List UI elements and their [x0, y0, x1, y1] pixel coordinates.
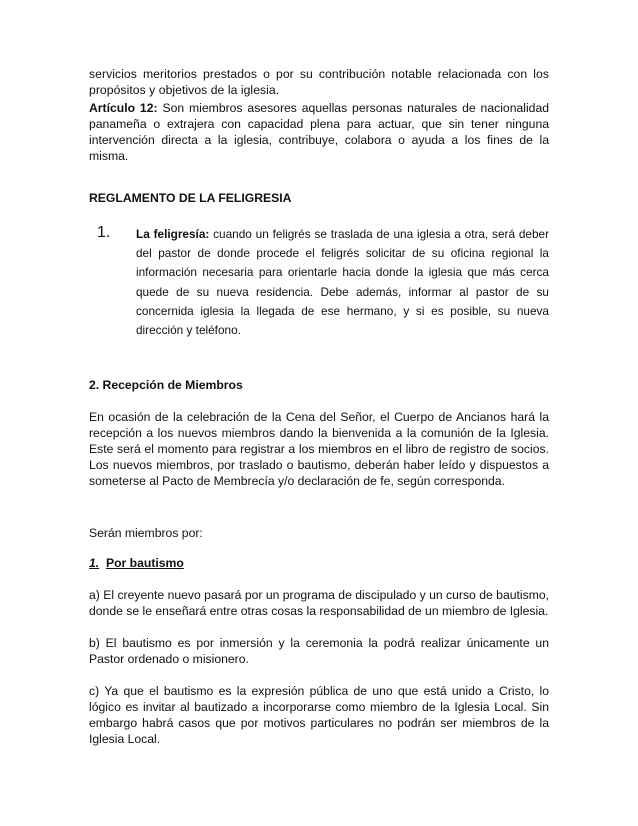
paragraph-recepcion: [89, 409, 549, 489]
feligresia-list: [89, 225, 549, 340]
articulo-12-label: Artículo 12:: [89, 101, 158, 115]
recepcion-text: En ocasión de la celebración de la Cena del Señor, el Cuerpo de Ancianos hará la recepción a los nuevos miembros dando la bienvenida a la comunión de la Iglesia. Este será el momento para registrar a los miembros en el libro de registro de socios. Los nuevos miembros, por traslado o bautismo, deberán haber leído y dispuestos a someterse al Pacto de Membrecía y/o declaración de fe, según corresponda.: [89, 410, 549, 489]
list-item-feligresia: [89, 225, 549, 340]
reglamento-heading-text: REGLAMENTO DE LA FELIGRESIA: [89, 191, 292, 205]
bautismo-number: 1.: [89, 556, 100, 571]
articulo-12-text: Son miembros asesores aquellas personas naturales de nacionalidad panameña o extrajera con capacidad plena para actuar, que sin tener ninguna intervención directa a la iglesia, contribuye, colabora o ayuda a los fines de la misma.: [89, 101, 549, 163]
bautismo-label: Por bautismo: [105, 556, 184, 571]
feligresia-text: cuando un feligrés se traslada de una iglesia a otra, será deber del pastor de donde procede el feligrés solicitar de su oficina regional la información necesaria para orientarle hacia donde la iglesia que más cerca quede de su nueva residencia. Debe además, informar al pastor de su concernida iglesia la llegada de ese hermano, y si es posible, su nueva dirección y teléfono.: [136, 227, 549, 338]
recepcion-heading: [89, 377, 549, 393]
paragraph-servicios: [89, 66, 549, 98]
paragraph-a: [89, 587, 549, 619]
feligresia-label: La feligresía:: [136, 227, 210, 241]
a-text: a) El creyente nuevo pasará por un programa de discipulado y un curso de bautismo, donde se le enseñará entre otras cosas la responsabilidad de un miembro de Iglesia.: [89, 588, 550, 619]
b-text: b) El bautismo es por inmersión y la ceremonia la podrá realizar únicamente un Pastor ordenado o misionero.: [89, 636, 549, 667]
paragraph-b: [89, 635, 549, 667]
document-page: [89, 66, 549, 747]
paragraph-c: [89, 683, 549, 747]
reglamento-heading: [89, 190, 549, 206]
c-text: c) Ya que el bautismo es la expresión pública de uno que está unido a Cristo, lo lógico es invitar al bautizado a incorporarse como miembro de la Iglesia Local. Sin embargo habrá casos que por motivos particulares no podrán ser miembros de la Iglesia Local.: [89, 684, 549, 747]
list-item-marker: 1.: [97, 224, 111, 241]
paragraph-servicios-text: servicios meritorios prestados o por su contribución notable relacionada con los propósitos y objetivos de la iglesia.: [89, 67, 549, 97]
paragraph-articulo-12: [89, 100, 549, 164]
seran-text: Serán miembros por:: [89, 526, 203, 541]
paragraph-seran: [89, 525, 549, 541]
bautismo-heading: [89, 555, 549, 571]
recepcion-heading-text: 2. Recepción de Miembros: [89, 378, 243, 393]
